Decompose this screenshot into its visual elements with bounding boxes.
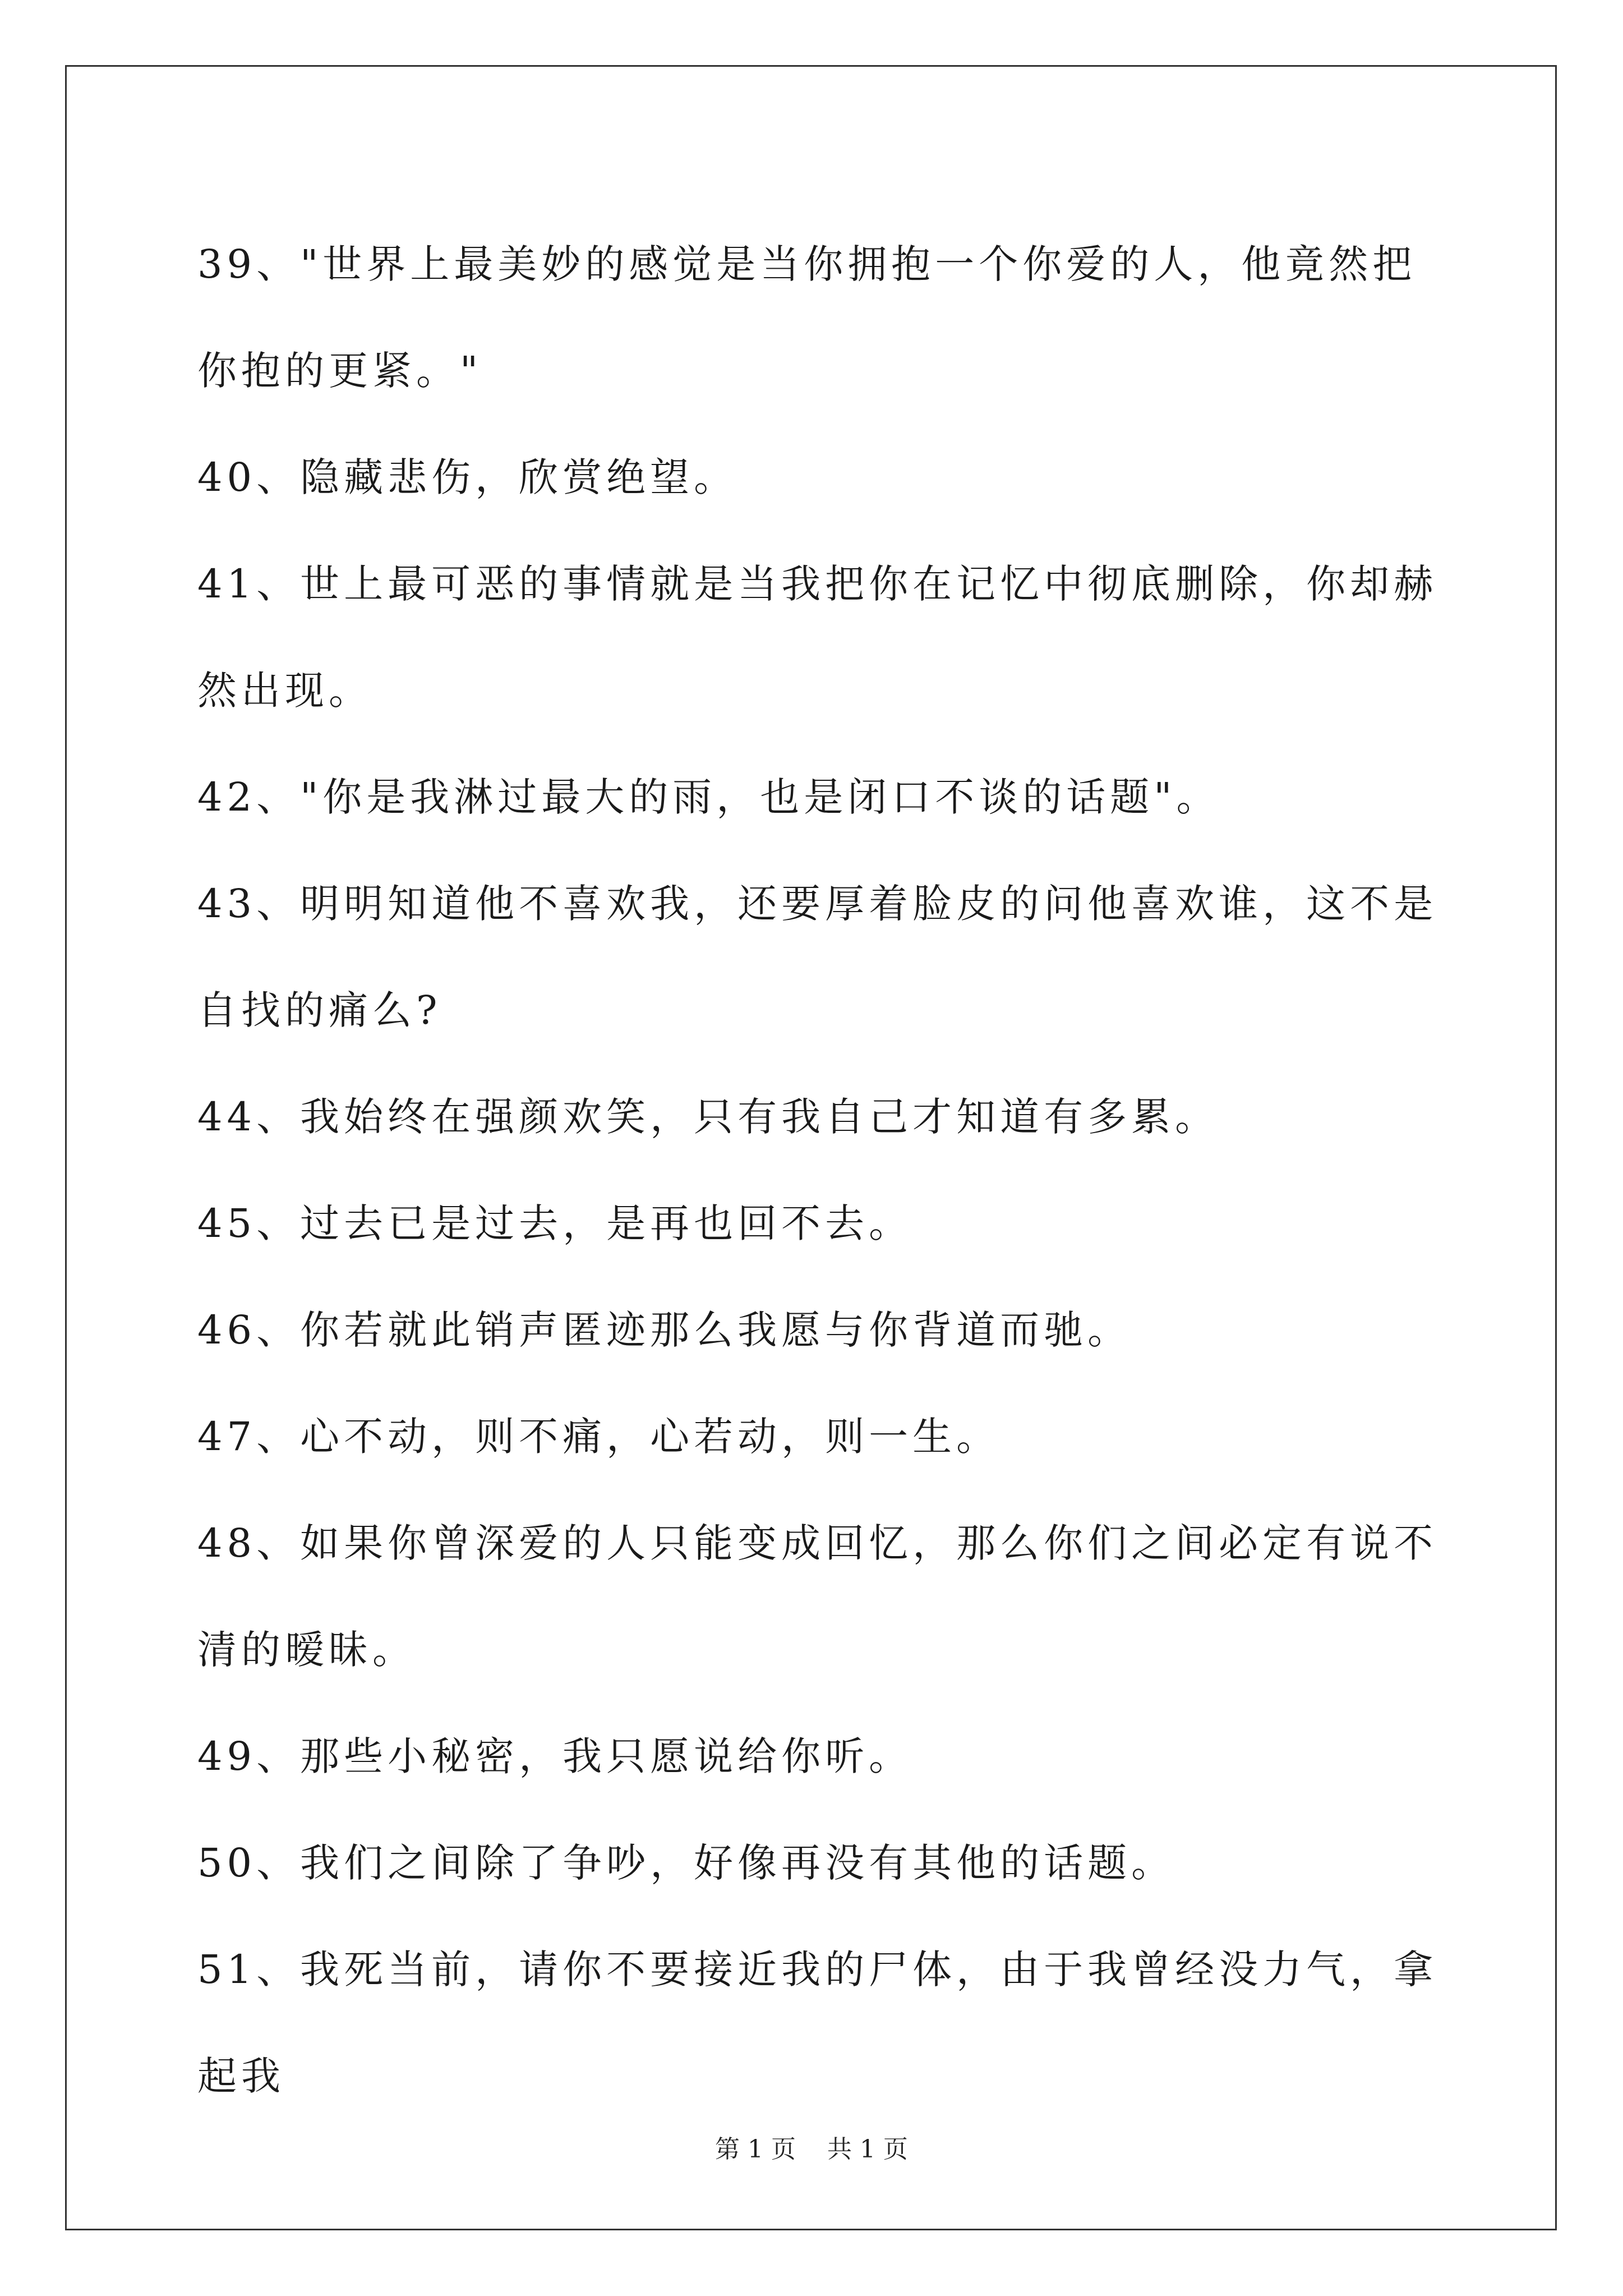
paragraph-47: 47、心不动，则不痛，心若动，则一生。 — [197, 1414, 1000, 1460]
page-footer: 第 1 页 共 1 页 — [715, 2135, 908, 2164]
paragraph-40: 40、隐藏悲伤，欣赏绝望。 — [197, 454, 738, 500]
paragraph-43: 43、明明知道他不喜欢我，还要厚着脸皮的问他喜欢谁，这不是自找的痛么? — [197, 881, 1438, 1033]
paragraph-49: 49、那些小秘密，我只愿说给你听。 — [197, 1733, 913, 1779]
paragraph-39: 39、"世界上最美妙的感觉是当你拥抱一个你爱的人，他竟然把你抱的更紧。" — [197, 241, 1417, 394]
paragraph-46: 46、你若就此销声匿迹那么我愿与你背道而驰。 — [197, 1307, 1132, 1353]
paragraph-48: 48、如果你曾深爱的人只能变成回忆，那么你们之间必定有说不清的暧昧。 — [197, 1520, 1438, 1673]
paragraph-50: 50、我们之间除了争吵，好像再没有其他的话题。 — [197, 1840, 1175, 1886]
paragraph-45: 45、过去已是过去，是再也回不去。 — [197, 1200, 913, 1246]
document-body — [197, 211, 1459, 2129]
paragraph-42: 42、"你是我淋过最大的雨，也是闭口不谈的话题"。 — [197, 774, 1220, 820]
paragraph-51: 51、我死当前，请你不要接近我的尸体，由于我曾经没力气，拿起我 — [197, 1947, 1438, 2099]
paragraph-44: 44、我始终在强颜欢笑，只有我自己才知道有多累。 — [197, 1094, 1219, 1140]
paragraph-41: 41、世上最可恶的事情就是当我把你在记忆中彻底删除，你却赫然出现。 — [197, 561, 1438, 714]
